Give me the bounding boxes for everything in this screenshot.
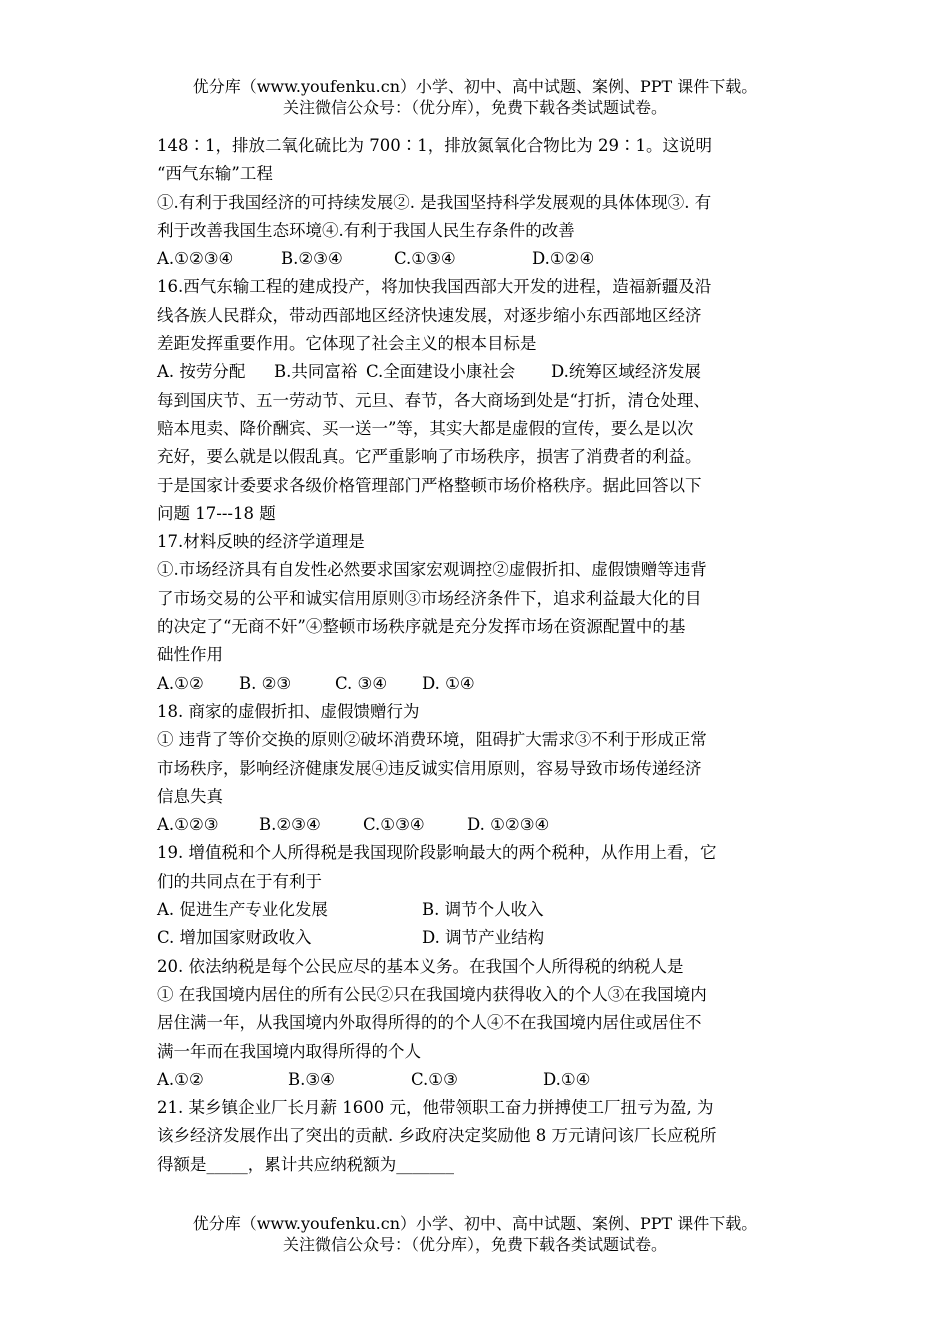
option-d: D.①②④ [532, 249, 595, 269]
question-18-line: ① 违背了等价交换的原则②破坏消费环境，阻碍扩大需求③不利于形成正常 [157, 730, 707, 750]
option-a: A. 按劳分配 [157, 362, 246, 382]
page-footer [0, 1213, 950, 1255]
option-b: B.②③④ [281, 249, 343, 269]
option-b: B.③④ [288, 1069, 335, 1089]
header-line-1: 优分库（www.youfenku.cn）小学、初中、高中试题、案例、PPT 课件下载。 [192, 77, 758, 96]
option-b: B.共同富裕 [274, 362, 358, 382]
option-a: A. 促进生产专业化发展 [157, 900, 328, 920]
question-20-line: 满一年而在我国境内取得所得的个人 [157, 1041, 421, 1061]
option-a: A.①② [157, 673, 204, 693]
question-17-line: 的决定了“无商不奸”④整顿市场秩序就是充分发挥市场在资源配置中的基 [157, 617, 686, 637]
option-a: A.①②③ [157, 815, 219, 835]
question-21-line: 21. 某乡镇企业厂长月薪 1600 元，他带领职工奋力拼搏使工厂扭亏为盈, 为 [157, 1098, 714, 1118]
option-b: B. ②③ [239, 673, 292, 693]
q18-options [157, 811, 837, 839]
option-c: C.①③④ [363, 815, 425, 835]
footer-line-1: 优分库（www.youfenku.cn）小学、初中、高中试题、案例、PPT 课件下载。 [192, 1214, 758, 1233]
question-16-line: 线各族人民群众，带动西部地区经济快速发展，对逐步缩小东西部地区经济 [157, 305, 702, 325]
text-line: ①.有利于我国经济的可持续发展②. 是我国坚持科学发展观的具体体现③. 有 [157, 192, 712, 212]
option-a: A.①② [157, 1069, 204, 1089]
page-header [0, 76, 950, 118]
question-21-line: 得额是_____，累计共应纳税额为_______ [157, 1154, 454, 1174]
question-20-line: ① 在我国境内居住的所有公民②只在我国境内获得收入的个人③在我国境内 [157, 984, 707, 1004]
question-17-line: 了市场交易的公平和诚实信用原则③市场经济条件下，追求利益最大化的目 [157, 588, 702, 608]
question-20-line: 居住满一年，从我国境内外取得所得的的个人④不在我国境内居住或居住不 [157, 1013, 702, 1033]
footer-line-2: 关注微信公众号：（优分库），免费下载各类试题试卷。 [282, 1235, 667, 1254]
option-d: D.①④ [543, 1069, 591, 1089]
option-b: B.②③④ [259, 815, 321, 835]
option-d: D.统筹区域经济发展 [551, 362, 701, 382]
question-18-line: 信息失真 [157, 786, 223, 806]
question-21-line: 该乡经济发展作出了突出的贡献. 乡政府决定奖励他 8 万元请问该厂长应税所 [157, 1126, 717, 1146]
q16-options [157, 358, 837, 386]
question-19-line: 们的共同点在于有利于 [157, 871, 322, 891]
q19-options-row-1 [157, 896, 837, 924]
question-18-line: 18. 商家的虚假折扣、虚假馈赠行为 [157, 701, 420, 721]
q20-options [157, 1066, 837, 1094]
question-16-line: 16.西气东输工程的建成投产，将加快我国西部大开发的进程，造福新疆及沿 [157, 277, 712, 297]
text-line: “西气东输”工程 [157, 164, 273, 184]
q17-options [157, 670, 837, 698]
option-a: A.①②③④ [157, 249, 234, 269]
q19-options-row-2 [157, 924, 837, 952]
option-c: C.①③ [411, 1069, 458, 1089]
option-d: D. ①④ [422, 673, 475, 693]
option-c: C.①③④ [394, 249, 456, 269]
question-18-line: 市场秩序，影响经济健康发展④违反诚实信用原则，容易导致市场传递经济 [157, 758, 702, 778]
text-line: 利于改善我国生态环境④.有利于我国人民生存条件的改善 [157, 220, 575, 240]
text-line: 148∶1，排放二氧化硫比为 700∶1，排放氮氧化合物比为 29∶1。这说明 [157, 136, 712, 155]
option-c: C. 增加国家财政收入 [157, 928, 312, 948]
material-line: 于是国家计委要求各级价格管理部门严格整顿市场价格秩序。据此回答以下 [157, 475, 702, 495]
question-16-line: 差距发挥重要作用。它体现了社会主义的根本目标是 [157, 334, 537, 354]
q15-options [157, 245, 837, 273]
question-20-line: 20. 依法纳税是每个公民应尽的基本义务。在我国个人所得税的纳税人是 [157, 956, 684, 976]
material-line: 每到国庆节、五一劳动节、元旦、春节，各大商场到处是“打折，清仓处理、 [157, 390, 710, 410]
document-body [157, 132, 837, 1179]
header-line-2: 关注微信公众号：（优分库），免费下载各类试题试卷。 [282, 98, 667, 117]
option-c: C. ③④ [335, 673, 388, 693]
option-d: D. 调节产业结构 [422, 928, 545, 948]
option-d: D. ①②③④ [467, 815, 550, 835]
question-17-line: ①.市场经济具有自发性必然要求国家宏观调控②虚假折扣、虚假馈赠等违背 [157, 560, 707, 580]
material-line: 问题 17---18 题 [157, 503, 276, 523]
option-c: C.全面建设小康社会 [366, 362, 516, 382]
material-line: 赔本甩卖、降价酬宾、买一送一”等，其实大都是虚假的宣传，要么是以次 [157, 418, 694, 438]
question-19-line: 19. 增值税和个人所得税是我国现阶段影响最大的两个税种，从作用上看，它 [157, 843, 717, 863]
question-17-line: 17.材料反映的经济学道理是 [157, 532, 365, 552]
material-line: 充好，要么就是以假乱真。它严重影响了市场秩序，损害了消费者的利益。 [157, 447, 702, 467]
question-17-line: 础性作用 [157, 645, 223, 665]
option-b: B. 调节个人收入 [422, 900, 544, 920]
